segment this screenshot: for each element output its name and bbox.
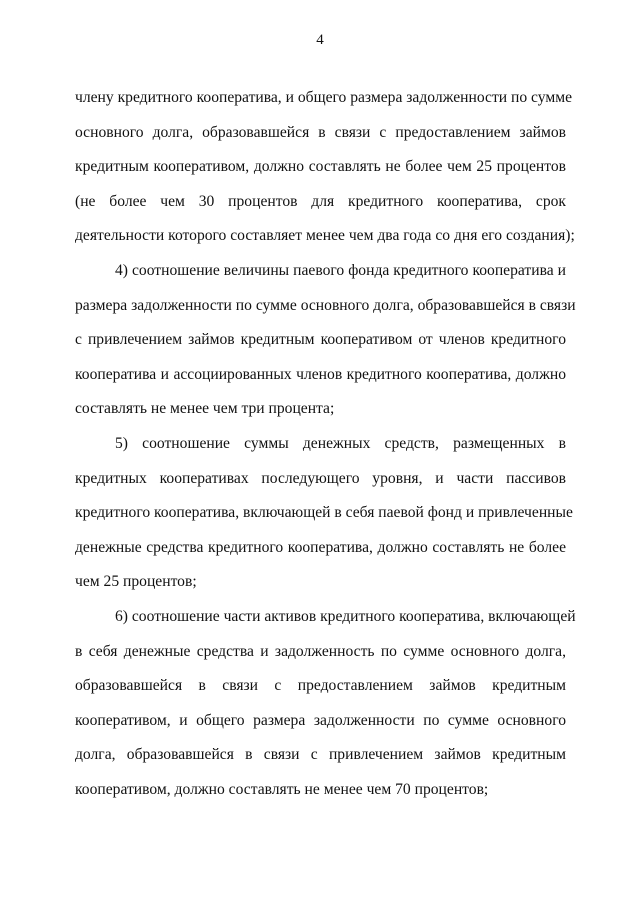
text-line: долга, образовавшейся в связи с привлечением займов кредитным (75, 746, 566, 764)
text-line: размера задолженности по сумме основного долга, образовавшейся в связи (75, 296, 576, 314)
text-line: деятельности которого составляет менее чем два года со дня его создания); (75, 227, 575, 245)
text-line: денежные средства кредитного кооператива, должно составлять не более (75, 538, 566, 556)
page-number: 4 (316, 32, 324, 48)
text-line: 4) соотношение величины паевого фонда кредитного кооператива и (115, 261, 566, 279)
text-line: 6) соотношение части активов кредитного кооператива, включающей (115, 607, 576, 625)
text-line: 5) соотношение суммы денежных средств, размещенных в (115, 434, 566, 452)
text-line: кредитным кооперативом, должно составлять не более чем 25 процентов (75, 158, 566, 176)
document-body (75, 87, 576, 813)
text-line: кредитного кооператива, включающей в себя паевой фонд и привлеченные (75, 504, 573, 522)
text-line: основного долга, образовавшейся в связи с предоставлением займов (75, 123, 566, 141)
text-line: кредитных кооперативах последующего уровня, и части пассивов (75, 469, 566, 487)
text-line: чем 25 процентов; (75, 573, 197, 591)
text-line: кооперативом, и общего размера задолженности по сумме основного (75, 711, 566, 729)
text-line: в себя денежные средства и задолженность по сумме основного долга, (75, 642, 566, 660)
paragraph-item-4 (75, 260, 576, 433)
text-line: с привлечением займов кредитным кооперативом от членов кредитного (75, 331, 566, 349)
text-line: кооператива и ассоциированных членов кредитного кооператива, должно (75, 365, 566, 383)
paragraph-item-5 (75, 433, 573, 606)
paragraph-continuation (75, 87, 575, 260)
text-line: образовавшейся в связи с предоставлением займов кредитным (75, 677, 566, 695)
text-line: составлять не менее чем три процента; (75, 400, 335, 418)
text-line: члену кредитного кооператива, и общего размера задолженности по сумме (75, 89, 573, 106)
paragraph-item-6 (75, 606, 576, 814)
text-line: (не более чем 30 процентов для кредитного кооператива, срок (75, 192, 566, 210)
text-line: кооперативом, должно составлять не менее чем 70 процентов; (75, 780, 489, 798)
